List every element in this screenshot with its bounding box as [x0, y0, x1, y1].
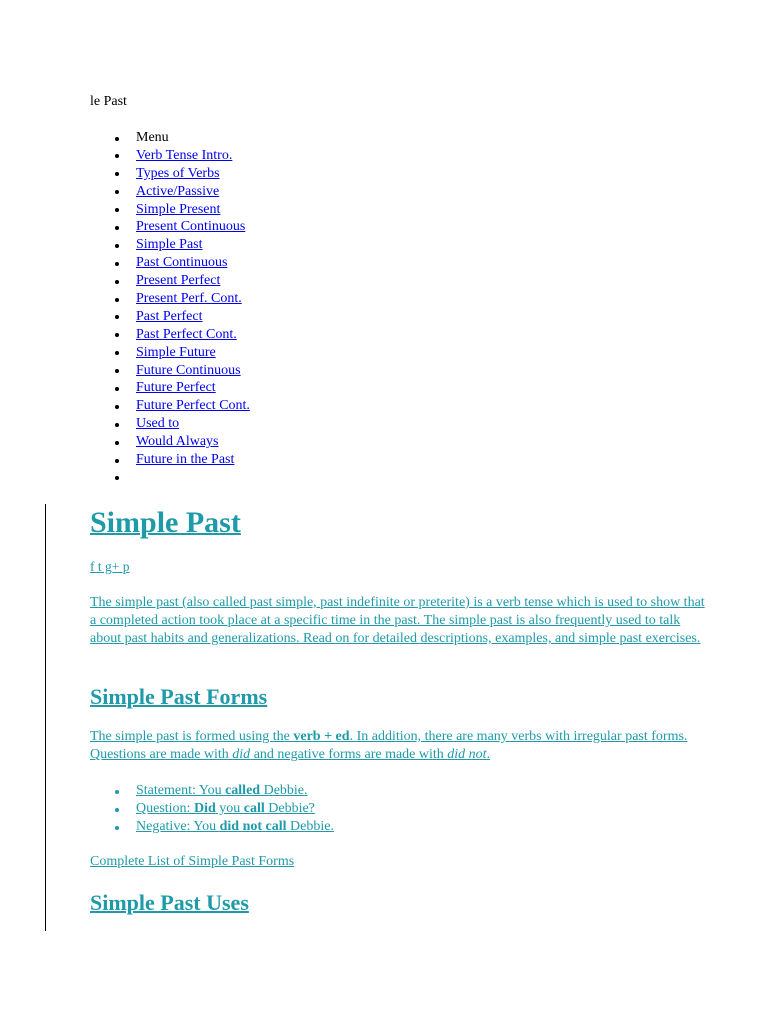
intro-paragraph[interactable]: The simple past (also called past simple, past indefinite or preterite) is a verb tense which is used to show that a completed action took place at a specific time in the past. The simple past is also frequently used to talk about past habits and generalizations. Read on for detailed descriptions, examples, and simple past exercises. [90, 595, 705, 646]
menu-item-present-perfect [136, 272, 250, 290]
menu-item-past-continuous [136, 254, 250, 272]
menu-item-types-of-verbs [136, 165, 250, 183]
example-question-bold-2: call [243, 801, 265, 816]
menu-item-future-in-the-past [136, 451, 250, 469]
nav-menu [136, 129, 250, 487]
forms-text-1: The simple past is formed using the [90, 729, 294, 744]
article-left-rule [45, 504, 46, 931]
example-statement[interactable] [136, 782, 334, 800]
menu-link-future-in-the-past[interactable]: Future in the Past [136, 452, 235, 468]
example-negative-rest: Debbie. [286, 819, 334, 834]
menu-item-present-perf-cont [136, 290, 250, 308]
menu-item-present-continuous [136, 218, 250, 236]
share-links[interactable]: f t g+ p [90, 559, 130, 574]
menu-link-simple-past[interactable]: Simple Past [136, 237, 203, 253]
example-question-rest: Debbie? [264, 801, 315, 816]
menu-link-active-passive[interactable]: Active/Passive [136, 183, 220, 199]
menu-link-present-perfect[interactable]: Present Perfect [136, 273, 221, 289]
menu-link-simple-future[interactable]: Simple Future [136, 344, 216, 360]
menu-link-future-perfect[interactable]: Future Perfect [136, 380, 216, 396]
menu-link-types-of-verbs[interactable]: Types of Verbs [136, 165, 220, 181]
menu-link-past-perfect[interactable]: Past Perfect [136, 308, 203, 324]
example-question-label: Question: [136, 801, 194, 816]
menu-item-simple-future [136, 344, 250, 362]
example-question-mid: you [215, 801, 244, 816]
menu-link-future-continuous[interactable]: Future Continuous [136, 362, 241, 378]
forms-text-did-not: did not [447, 747, 487, 762]
menu-link-verb-tense-intro[interactable]: Verb Tense Intro. [136, 147, 233, 163]
menu-link-used-to[interactable]: Used to [136, 416, 180, 432]
menu-link-past-continuous[interactable]: Past Continuous [136, 255, 228, 271]
menu-item-would-always [136, 433, 250, 451]
menu-link-present-perf-cont[interactable]: Present Perf. Cont. [136, 291, 242, 307]
forms-text-2: . In addition, there are many verbs with irregular past forms. Questions are made with [90, 729, 688, 762]
menu-link-past-perfect-cont[interactable]: Past Perfect Cont. [136, 326, 237, 342]
forms-text-3: and negative forms are made with [250, 747, 448, 762]
menu-link-would-always[interactable]: Would Always [136, 434, 219, 450]
example-negative-label: Negative: You [136, 819, 220, 834]
menu-item-active-passive [136, 183, 250, 201]
forms-text-did: did [232, 747, 251, 762]
forms-text-bold: verb + ed [293, 729, 350, 744]
forms-paragraph[interactable] [90, 728, 710, 764]
menu-item-simple-past [136, 236, 250, 254]
menu-link-future-perfect-cont[interactable]: Future Perfect Cont. [136, 398, 250, 414]
page-title-fragment: le Past [90, 94, 127, 109]
menu-link-present-continuous[interactable]: Present Continuous [136, 219, 246, 235]
article-heading[interactable]: Simple Past [90, 506, 241, 539]
menu-link-simple-present[interactable]: Simple Present [136, 201, 221, 217]
example-statement-label: Statement: You [136, 783, 226, 798]
menu-item-past-perfect-cont [136, 326, 250, 344]
example-negative[interactable] [136, 818, 334, 836]
menu-item-future-continuous [136, 362, 250, 380]
menu-item-used-to [136, 415, 250, 433]
menu-item-past-perfect [136, 308, 250, 326]
forms-examples-list [136, 782, 334, 836]
example-question-bold-1: Did [193, 801, 216, 816]
uses-heading[interactable]: Simple Past Uses [90, 890, 249, 915]
example-question[interactable] [136, 800, 334, 818]
complete-list-link[interactable]: Complete List of Simple Past Forms [90, 854, 295, 869]
example-statement-rest: Debbie. [260, 783, 308, 798]
example-statement-bold: called [225, 783, 261, 798]
menu-item-simple-present [136, 201, 250, 219]
menu-label: Menu [136, 130, 169, 145]
example-negative-bold: did not call [219, 819, 287, 834]
menu-item-future-perfect [136, 379, 250, 397]
menu-item-future-perfect-cont [136, 397, 250, 415]
menu-label-item [136, 129, 250, 147]
forms-text-4: . [486, 747, 491, 762]
menu-item-empty [136, 469, 250, 487]
menu-item-verb-tense-intro [136, 147, 250, 165]
forms-heading[interactable]: Simple Past Forms [90, 684, 268, 709]
